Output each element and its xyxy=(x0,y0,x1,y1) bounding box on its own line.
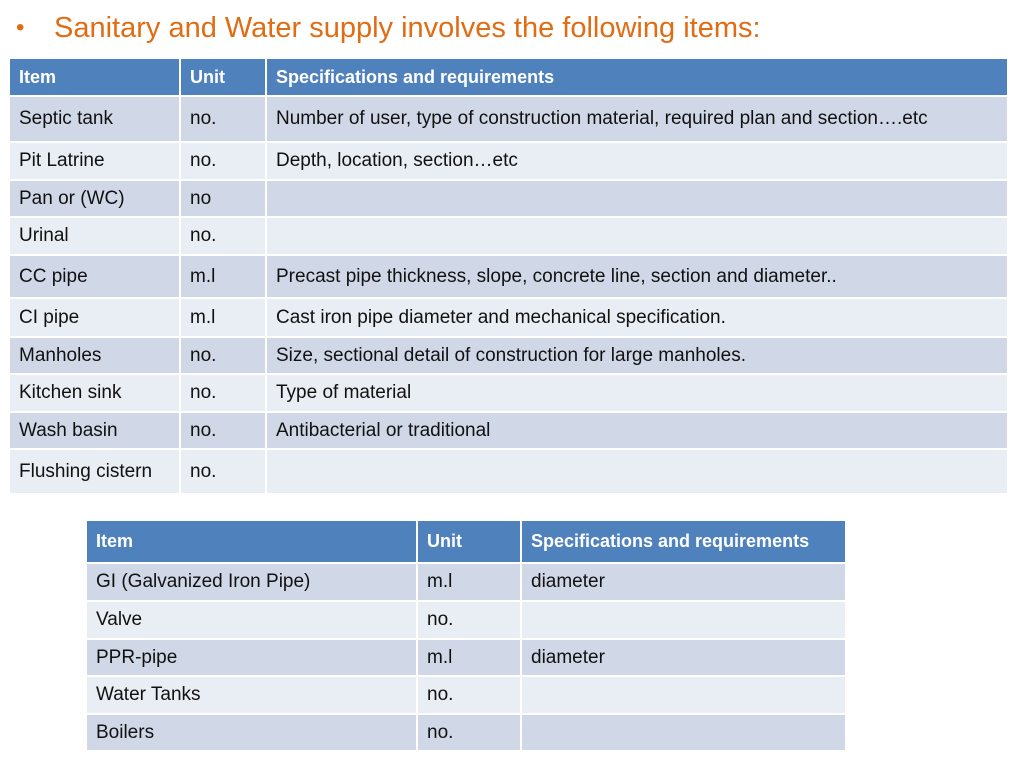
unit-cell: no. xyxy=(180,142,266,180)
unit-cell: no. xyxy=(180,449,266,494)
unit-cell: no. xyxy=(180,374,266,412)
spec-cell xyxy=(521,714,846,751)
table-row xyxy=(9,217,1008,255)
table-row xyxy=(9,412,1008,449)
item-cell: Water Tanks xyxy=(86,676,417,714)
table-row xyxy=(86,676,846,714)
table-row xyxy=(9,449,1008,494)
unit-cell: no. xyxy=(180,337,266,374)
table-row xyxy=(9,96,1008,142)
column-header-item: Item xyxy=(86,520,417,563)
item-cell: Pan or (WC) xyxy=(9,180,180,217)
spec-cell xyxy=(266,217,1008,255)
column-header-unit: Unit xyxy=(180,58,266,96)
spec-cell: Size, sectional detail of construction for large manholes. xyxy=(266,337,1008,374)
spec-cell xyxy=(266,449,1008,494)
spec-cell: Depth, location, section…etc xyxy=(266,142,1008,180)
column-header-item: Item xyxy=(9,58,180,96)
spec-cell xyxy=(521,601,846,639)
sanitary-items-table xyxy=(8,57,1009,495)
slide-title xyxy=(14,6,761,50)
item-cell: Valve xyxy=(86,601,417,639)
item-cell: Manholes xyxy=(9,337,180,374)
unit-cell: no. xyxy=(180,217,266,255)
item-cell: GI (Galvanized Iron Pipe) xyxy=(86,563,417,601)
unit-cell: no. xyxy=(180,412,266,449)
spec-cell: diameter xyxy=(521,563,846,601)
spec-cell: Antibacterial or traditional xyxy=(266,412,1008,449)
unit-cell: no. xyxy=(180,96,266,142)
unit-cell: no. xyxy=(417,601,521,639)
table-row xyxy=(9,180,1008,217)
spec-cell: Precast pipe thickness, slope, concrete line, section and diameter.. xyxy=(266,255,1008,298)
item-cell: Pit Latrine xyxy=(9,142,180,180)
unit-cell: no xyxy=(180,180,266,217)
item-cell: PPR-pipe xyxy=(86,639,417,676)
slide-title-text: Sanitary and Water supply involves the following items: xyxy=(54,11,761,44)
item-cell: Septic tank xyxy=(9,96,180,142)
item-cell: Boilers xyxy=(86,714,417,751)
table-row xyxy=(86,714,846,751)
unit-cell: m.l xyxy=(417,639,521,676)
item-cell: Wash basin xyxy=(9,412,180,449)
unit-cell: no. xyxy=(417,714,521,751)
table-row xyxy=(86,601,846,639)
table-row xyxy=(9,255,1008,298)
unit-cell: m.l xyxy=(180,255,266,298)
item-cell: Urinal xyxy=(9,217,180,255)
unit-cell: no. xyxy=(417,676,521,714)
spec-cell xyxy=(521,676,846,714)
table-header-row xyxy=(9,58,1008,96)
spec-cell: diameter xyxy=(521,639,846,676)
table-row xyxy=(9,142,1008,180)
column-header-spec: Specifications and requirements xyxy=(266,58,1008,96)
table-row xyxy=(86,639,846,676)
spec-cell xyxy=(266,180,1008,217)
table-row xyxy=(9,298,1008,337)
table-row xyxy=(9,374,1008,412)
unit-cell: m.l xyxy=(180,298,266,337)
item-cell: CC pipe xyxy=(9,255,180,298)
item-cell: CI pipe xyxy=(9,298,180,337)
table-row xyxy=(9,337,1008,374)
bullet-icon: • xyxy=(16,14,25,41)
column-header-unit: Unit xyxy=(417,520,521,563)
spec-cell: Type of material xyxy=(266,374,1008,412)
column-header-spec: Specifications and requirements xyxy=(521,520,846,563)
unit-cell: m.l xyxy=(417,563,521,601)
spec-cell: Cast iron pipe diameter and mechanical specification. xyxy=(266,298,1008,337)
water-supply-items-table xyxy=(85,519,847,752)
table-row xyxy=(86,563,846,601)
item-cell: Kitchen sink xyxy=(9,374,180,412)
table-header-row xyxy=(86,520,846,563)
item-cell: Flushing cistern xyxy=(9,449,180,494)
spec-cell: Number of user, type of construction material, required plan and section….etc xyxy=(266,96,1008,142)
